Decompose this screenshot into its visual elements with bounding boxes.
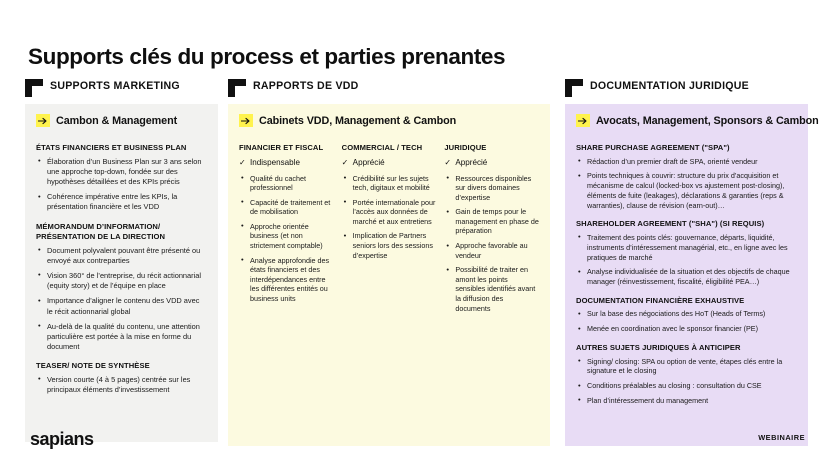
list-item: • Traitement des points clés: gouvernance, départs, liquidité, instruments d’intéressement managérial, etc., en ligne avec les pratiques de marché [576,233,797,262]
list-item: • Signing/ closing: SPA ou option de vente, étapes clés entre la signature et le closing [576,357,797,377]
section-title: TEASER/ NOTE DE SYNTHÈSE [36,361,150,371]
list-item: • Possibilité de traiter en amont les points sensibles identifiés avant la diffusion des documents [444,265,539,313]
section-documentation-financiere [576,296,797,334]
corner-bracket-icon [565,79,583,97]
status-badge [239,157,334,168]
section-bullets [576,357,797,406]
section-spa [576,143,797,210]
subcolumn-commercial-tech [342,143,437,313]
column-header [565,78,808,104]
column-header [228,78,550,104]
subcolumn-juridique [444,143,539,313]
owner-label: Avocats, Management, Sponsors & Cambon [596,114,819,127]
column-body [565,104,819,446]
column-header-label: RAPPORTS DE VDD [253,80,359,92]
status-label: Indispensable [250,157,300,167]
subcolumn-bullets [239,174,334,304]
list-item: • Importance d’aligner le contenu des VDD avec le récit actionnarial global [36,296,207,316]
check-icon: ✓ [341,158,349,167]
section-bullets [36,375,207,395]
corner-bracket-icon [25,79,43,97]
column-header [25,78,218,104]
column-body [228,104,550,446]
section-autres-sujets [576,343,797,406]
list-item: • Rédaction d’un premier draft de SPA, orienté vendeur [576,157,797,167]
subcolumn-bullets [444,174,539,314]
arrow-right-icon [576,114,590,127]
column-supports-marketing [25,78,218,442]
list-item: • Document polyvalent pouvant être présenté ou envoyé aux contreparties [36,246,207,266]
column-rapports-de-vdd [228,78,550,446]
list-item: • Au-delà de la qualité du contenu, une attention particulière est portée à la mise en forme du document [36,322,207,353]
section-bullets [576,309,797,334]
subcolumn-title: COMMERCIAL / TECH [341,143,423,152]
list-item: • Points techniques à couvrir: structure du prix d’acquisition et mécanisme de calcul (locked-box vs ajustement post-closing), éléments de fuite (leakages), déclarations & garanties (reps & warranties), clause de révision (earn-out)… [576,171,797,210]
list-item: • Approche favorable au vendeur [444,241,539,260]
list-item: • Analyse approfondie des états financiers et des interdépendances entre les différentes entités ou business units [239,256,334,304]
section-bullets [576,157,797,211]
subcolumns [239,143,539,313]
arrow-right-icon [36,114,50,127]
list-item: • Cohérence impérative entre les KPIs, la présentation financière et les VDD [36,192,207,212]
list-item: • Vision 360° de l’entreprise, du récit actionnarial (equity story) et de l’équipe en place [36,271,207,291]
section-title: AUTRES SUJETS JURIDIQUES À ANTICIPER [576,343,741,353]
list-item: • Élaboration d’un Business Plan sur 3 ans selon une approche top-down, fondée sur des hypothèses détaillées et des KPIs précis [36,157,207,188]
list-item: • Menée en coordination avec le sponsor financier (PE) [576,324,797,334]
section-etats-financiers [36,143,207,213]
check-icon: ✓ [444,158,452,167]
section-bullets [36,157,207,213]
status-badge [342,157,437,168]
column-body [25,104,218,442]
section-bullets [36,246,207,353]
check-icon: ✓ [239,158,246,167]
section-title: MÉMORANDUM D’INFORMATION/ PRÉSENTATION DE LA DIRECTION [36,221,166,242]
owner-label: Cambon & Management [56,114,178,127]
status-label: Apprécié [455,157,488,167]
list-item: • Crédibilité sur les sujets tech, digitaux et mobilité [342,174,437,193]
owner-row [576,114,819,127]
section-bullets [576,233,797,287]
column-header-label: SUPPORTS MARKETING [50,80,180,92]
section-title: SHARE PURCHASE AGREEMENT ("SPA") [576,143,730,152]
section-title: DOCUMENTATION FINANCIÈRE EXHAUSTIVE [576,295,745,305]
section-sha [576,219,797,286]
status-label: Apprécié [352,157,385,167]
list-item: • Plan d’intéressement du management [576,396,797,406]
list-item: • Portée internationale pour l’accès aux données de marché et aux entretiens [342,198,437,227]
list-item: • Gain de temps pour le management en phase de préparation [444,207,539,236]
page-title: Supports clés du process et parties prenantes [28,44,506,69]
subcolumn-title: JURIDIQUE [444,143,487,152]
owner-label: Cabinets VDD, Management & Cambon [259,114,457,127]
owner-row [239,114,539,127]
list-item: • Approche orientée business (et non strictement comptable) [239,222,334,251]
subcolumn-title: FINANCIER ET FISCAL [239,143,324,152]
list-item: • Conditions préalables au closing : consultation du CSE [576,381,797,391]
corner-bracket-icon [228,79,246,97]
subcolumn-bullets [342,174,437,261]
list-item: • Implication de Partners seniors lors des sessions d’expertise [342,231,437,260]
subcolumn-financier-et-fiscal [239,143,334,313]
list-item: • Sur la base des négociations des HoT (Heads of Terms) [576,309,797,319]
footer-label: WEBINAIRE [758,433,805,442]
list-item: • Analyse individualisée de la situation et des objectifs de chaque manager (réinvestissement, fiscalité, éligibilité PEA…) [576,267,797,287]
section-title: SHAREHOLDER AGREEMENT ("SHA") (SI REQUIS) [576,219,765,229]
list-item: • Qualité du cachet professionnel [239,174,334,193]
brand-logo: sapians [30,429,94,449]
owner-row [36,114,207,127]
column-documentation-juridique [565,78,819,446]
status-badge [444,157,539,168]
list-item: • Ressources disponibles sur divers domaines d’expertise [444,174,539,203]
column-header-label: DOCUMENTATION JURIDIQUE [590,80,749,92]
section-memorandum [36,222,207,353]
arrow-right-icon [239,114,253,127]
list-item: • Version courte (4 à 5 pages) centrée sur les principaux éléments d’investissement [36,375,207,395]
list-item: • Capacité de traitement et de mobilisation [239,198,334,217]
section-teaser [36,361,207,395]
section-title: ÉTATS FINANCIERS ET BUSINESS PLAN [36,143,187,152]
